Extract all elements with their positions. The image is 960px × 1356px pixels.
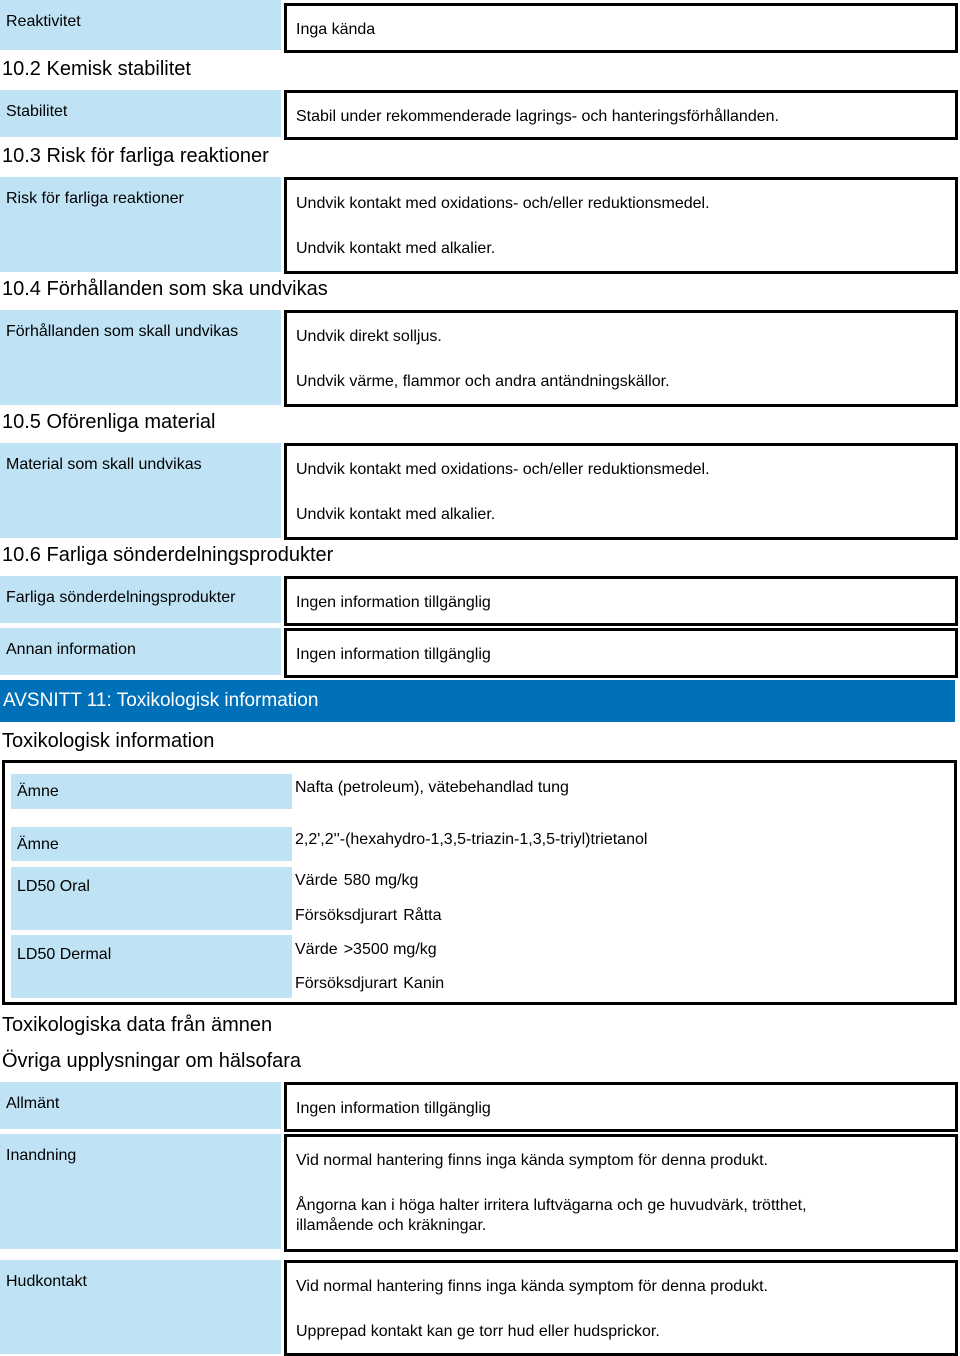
stability-text: Stabil under rekommenderade lagrings- och hanteringsförhållanden. (296, 108, 779, 125)
heading-10-5: 10.5 Oförenliga material (2, 411, 216, 433)
inhalation-line-1: Vid normal hantering finns inga kända symptom för denna produkt. (296, 1152, 768, 1169)
inhalation-value (284, 1134, 958, 1252)
materials-line-1: Undvik kontakt med oxidations- och/eller reduktionsmedel. (296, 461, 710, 478)
section-11-banner: AVSNITT 11: Toxikologisk information (0, 680, 955, 722)
inhalation-line-3: illamående och kräkningar. (296, 1217, 487, 1234)
substance-1-value: Nafta (petroleum), vätebehandlad tung (295, 779, 569, 796)
ld50-dermal-label: LD50 Dermal (11, 935, 292, 998)
decomposition-text: Ingen information tillgänglig (296, 594, 491, 611)
health-heading: Övriga upplysningar om hälsofara (2, 1050, 302, 1072)
other-info-value (284, 628, 958, 678)
materials-value (284, 443, 958, 540)
heading-10-6: 10.6 Farliga sönderdelningsprodukter (2, 544, 334, 566)
other-info-text: Ingen information tillgänglig (296, 646, 491, 663)
reactivity-label: Reaktivitet (0, 0, 281, 50)
substance-2-value: 2,2',2''-(hexahydro-1,3,5-triazin-1,3,5-triyl)trietanol (295, 831, 648, 848)
skin-line-2: Upprepad kontakt kan ge torr hud eller hudsprickor. (296, 1323, 660, 1340)
skin-line-1: Vid normal hantering finns inga kända symptom för denna produkt. (296, 1278, 768, 1295)
stability-value (284, 90, 958, 140)
hazard-reactions-line-1: Undvik kontakt med oxidations- och/eller reduktionsmedel. (296, 195, 710, 212)
other-info-label: Annan information (0, 628, 281, 675)
ld50-oral-species (295, 906, 448, 926)
tox-data-heading: Toxikologiska data från ämnen (2, 1014, 273, 1036)
ld50-dermal-value (295, 940, 443, 960)
ld50-dermal-value-key: Värde (295, 941, 338, 958)
conditions-label: Förhållanden som skall undvikas (0, 310, 281, 405)
ld50-dermal-value-text: >3500 mg/kg (343, 941, 437, 958)
hazard-reactions-value (284, 177, 958, 274)
ld50-oral-value-key: Värde (295, 872, 338, 889)
general-label: Allmänt (0, 1082, 281, 1129)
general-text: Ingen information tillgänglig (296, 1100, 491, 1117)
ld50-dermal-species (295, 974, 450, 994)
materials-label: Material som skall undvikas (0, 443, 281, 538)
skin-value (284, 1260, 958, 1356)
stability-label: Stabilitet (0, 90, 281, 137)
heading-10-4: 10.4 Förhållanden som ska undvikas (2, 278, 328, 300)
substance-1-label: Ämne (11, 774, 292, 809)
general-value (284, 1082, 958, 1132)
skin-label: Hudkontakt (0, 1260, 281, 1354)
inhalation-line-2: Ångorna kan i höga halter irritera luftvägarna och ge huvudvärk, trötthet, (296, 1197, 807, 1214)
conditions-line-2: Undvik värme, flammor och andra antändningskällor. (296, 373, 670, 390)
ld50-oral-label: LD50 Oral (11, 867, 292, 930)
ld50-dermal-species-key: Försöksdjurart (295, 975, 398, 992)
conditions-value (284, 310, 958, 407)
conditions-line-1: Undvik direkt solljus. (296, 328, 442, 345)
inhalation-label: Inandning (0, 1134, 281, 1249)
heading-10-2: 10.2 Kemisk stabilitet (2, 58, 191, 80)
toxicology-table (2, 760, 957, 1005)
heading-10-3: 10.3 Risk för farliga reaktioner (2, 145, 269, 167)
toxicology-heading: Toxikologisk information (2, 730, 215, 752)
ld50-oral-value-text: 580 mg/kg (343, 872, 419, 889)
reactivity-text: Inga kända (296, 21, 376, 38)
hazard-reactions-label: Risk för farliga reaktioner (0, 177, 281, 272)
ld50-dermal-species-text: Kanin (403, 975, 445, 992)
decomposition-value (284, 576, 958, 626)
ld50-oral-species-key: Försöksdjurart (295, 907, 398, 924)
ld50-oral-value (295, 871, 424, 891)
materials-line-2: Undvik kontakt med alkalier. (296, 506, 496, 523)
decomposition-label: Farliga sönderdelningsprodukter (0, 576, 281, 623)
hazard-reactions-line-2: Undvik kontakt med alkalier. (296, 240, 496, 257)
ld50-oral-species-text: Råtta (403, 907, 442, 924)
reactivity-value (284, 3, 958, 53)
substance-2-label: Ämne (11, 827, 292, 861)
